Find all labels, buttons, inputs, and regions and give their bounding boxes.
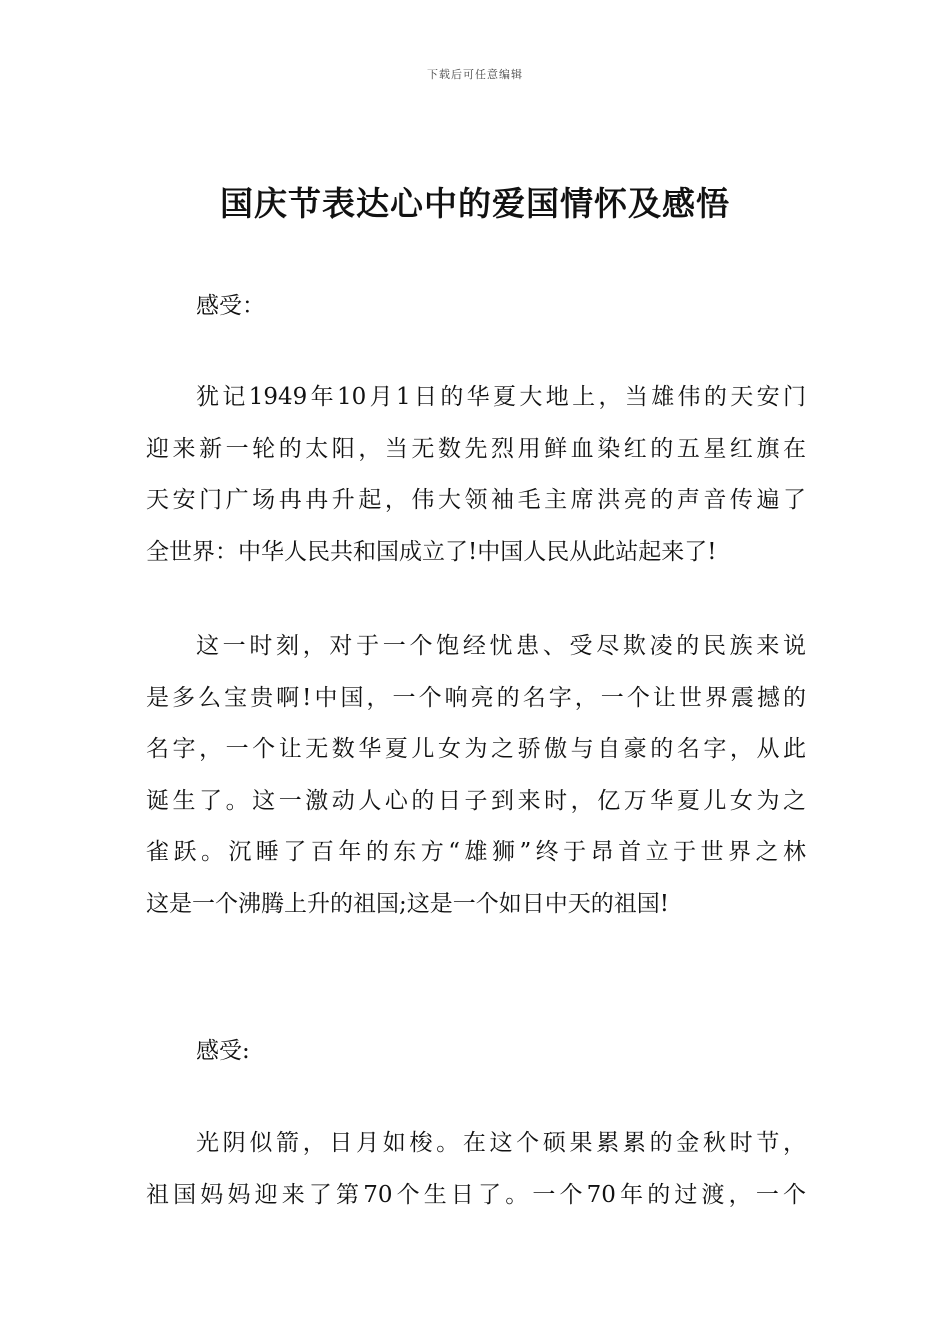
page-title: 国庆节表达心中的爱国情怀及感悟	[220, 184, 730, 223]
paragraph-2	[146, 621, 806, 930]
paragraph-line: 天安门广场冉冉升起，伟大领袖毛主席洪亮的声音传遍了	[146, 487, 806, 513]
paragraph-1	[146, 372, 806, 578]
paragraph-line: 全世界：中华人民共和国成立了!中国人民从此站起来了!	[146, 538, 717, 565]
paragraph-line: 迎来新一轮的太阳，当无数先烈用鲜血染红的五星红旗在	[146, 435, 806, 462]
paragraph-line: 光阴似箭，日月如梭。在这个硕果累累的金秋时节，	[196, 1130, 806, 1156]
header-note: 下载后可任意编辑	[427, 68, 523, 81]
paragraph-line: 名字，一个让无数华夏儿女为之骄傲与自豪的名字，从此	[146, 736, 806, 762]
paragraph-line: 这是一个沸腾上升的祖国;这是一个如日中天的祖国!	[146, 890, 669, 917]
section-heading-1: 感受：	[196, 293, 265, 319]
paragraph-line: 祖国妈妈迎来了第70个生日了。一个70年的过渡，一个	[146, 1181, 806, 1208]
paragraph-line: 犹记1949年10月1日的华夏大地上，当雄伟的天安门	[196, 384, 806, 410]
paragraph-line: 诞生了。这一激动人心的日子到来时，亿万华夏儿女为之	[146, 787, 806, 814]
paragraph-line: 这一时刻，对于一个饱经忧患、受尽欺凌的民族来说	[196, 633, 806, 659]
paragraph-3	[146, 1118, 806, 1221]
section-heading-2: 感受:	[196, 1038, 250, 1064]
paragraph-line: 是多么宝贵啊!中国，一个响亮的名字，一个让世界震撼的	[146, 684, 806, 711]
paragraph-line: 雀跃。沉睡了百年的东方“雄狮”终于昂首立于世界之林	[146, 839, 806, 865]
